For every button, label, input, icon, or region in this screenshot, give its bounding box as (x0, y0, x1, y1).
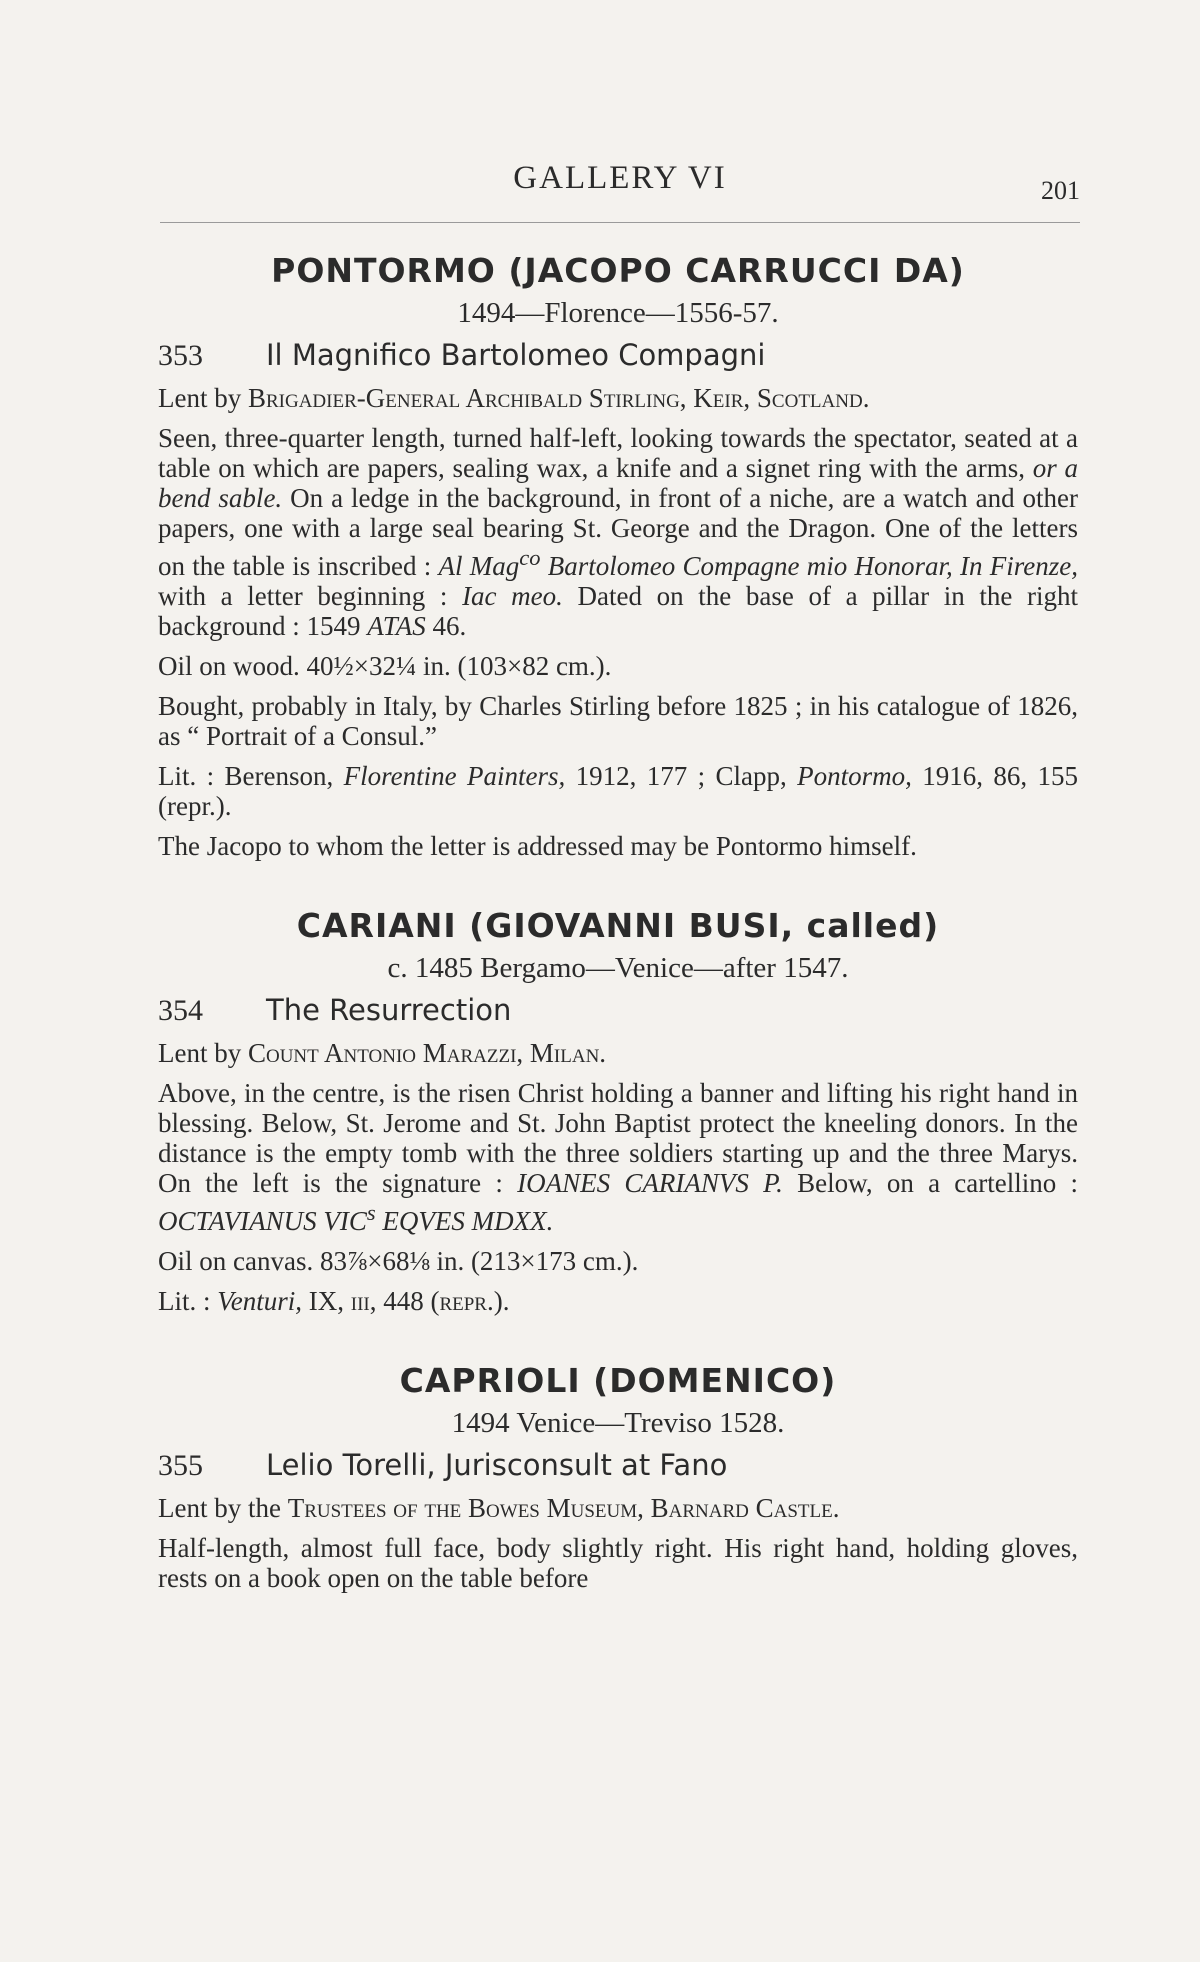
artist-dates: c. 1485 Bergamo—Venice—after 1547. (387, 952, 849, 984)
catalogue-number: 353 (158, 339, 203, 372)
lender-line: Lent by the Trustees of the Bowes Museum, Barnard Castle. (158, 1493, 840, 1523)
provenance: Bought, probably in Italy, by Charles Stirling before 1825 ; in his catalogue of 1826, as “ Portrait of a Consul.” (158, 691, 1078, 751)
description: Half-length, almost full face, body slightly right. His right hand, holding gloves, rests on a book open on the table before (158, 1533, 1078, 1593)
description: Seen, three-quarter length, turned half-left, looking towards the spectator, seated at a table on which are papers, sealing wax, a knife and a signet ring with the arms, or a bend sable. On a ledge in the background, in front of a niche, are a watch and other papers, one with a large seal bearing St. George and the Dragon. One of the letters on the table is inscribed : Al Mag$^{co}$ Bartolomeo Compagne mio Honorar, In Firenze, with a letter beginning : Iac meo. Dated on the base of a pillar in the right background : 1549 ATAS 46. (158, 423, 1079, 641)
artist-dates: 1494—Florence—1556-57. (457, 297, 779, 329)
entry-title (158, 336, 1078, 375)
note: The Jacopo to whom the letter is addressed may be Pontormo himself. (158, 831, 917, 861)
header-rule (160, 222, 1080, 223)
literature: Lit. : Venturi, IX, iii, 448 (repr.). (158, 1286, 510, 1316)
page-number: 201 (1041, 176, 1080, 205)
entry-353 (158, 250, 1078, 861)
catalogue-number: 354 (158, 994, 203, 1027)
artist-name: CARIANI (GIOVANNI BUSI, called) (296, 906, 940, 945)
artist-name: PONTORMO (JACOPO CARRUCCI DA) (271, 251, 965, 290)
entry-354 (158, 905, 1078, 1316)
description: Above, in the centre, is the risen Christ holding a banner and lifting his right hand in blessing. Below, St. Jerome and St. John Baptist protect the kneeling donors. In the distance is the empty tomb with the three soldiers starting up and the three Marys. On the left is the signature : IOANES CARIANVS P. Below, on a cartellino : OCTAVIANUS VIC$^s$ EQVES MDXX. (158, 1078, 1079, 1236)
gallery-title: GALLERY VI (513, 160, 727, 196)
entry-title (158, 991, 1078, 1030)
lender-name: Trustees of the Bowes Museum, Barnard Castle. (287, 1493, 840, 1523)
painting-title: Lelio Torelli, Jurisconsult at Fano (266, 1448, 728, 1482)
lender-name: Brigadier-General Archibald Stirling, Keir, Scotland. (247, 383, 870, 413)
running-head (160, 160, 1080, 210)
painting-title: The Resurrection (266, 993, 512, 1027)
lender-line: Lent by Count Antonio Marazzi, Milan. (158, 1038, 607, 1068)
literature: Lit. : Berenson, Florentine Painters, 1912, 177 ; Clapp, Pontormo, 1916, 86, 155 (repr.). (158, 761, 1079, 821)
entry-title (158, 1446, 1078, 1485)
medium: Oil on canvas. 83⅞×68⅛ in. (213×173 cm.). (158, 1246, 639, 1276)
painting-title: Il Magnifico Bartolomeo Compagni (266, 338, 766, 372)
lender-name: Count Antonio Marazzi, Milan. (247, 1038, 607, 1068)
lender-line: Lent by Brigadier-General Archibald Stirling, Keir, Scotland. (158, 383, 870, 413)
catalogue-number: 355 (158, 1449, 203, 1482)
artist-dates: 1494 Venice—Treviso 1528. (451, 1407, 785, 1439)
medium: Oil on wood. 40½×32¼ in. (103×82 cm.). (158, 651, 612, 681)
artist-name: CAPRIOLI (DOMENICO) (399, 1361, 837, 1400)
catalogue-content (158, 250, 1078, 1603)
entry-355 (158, 1360, 1078, 1593)
